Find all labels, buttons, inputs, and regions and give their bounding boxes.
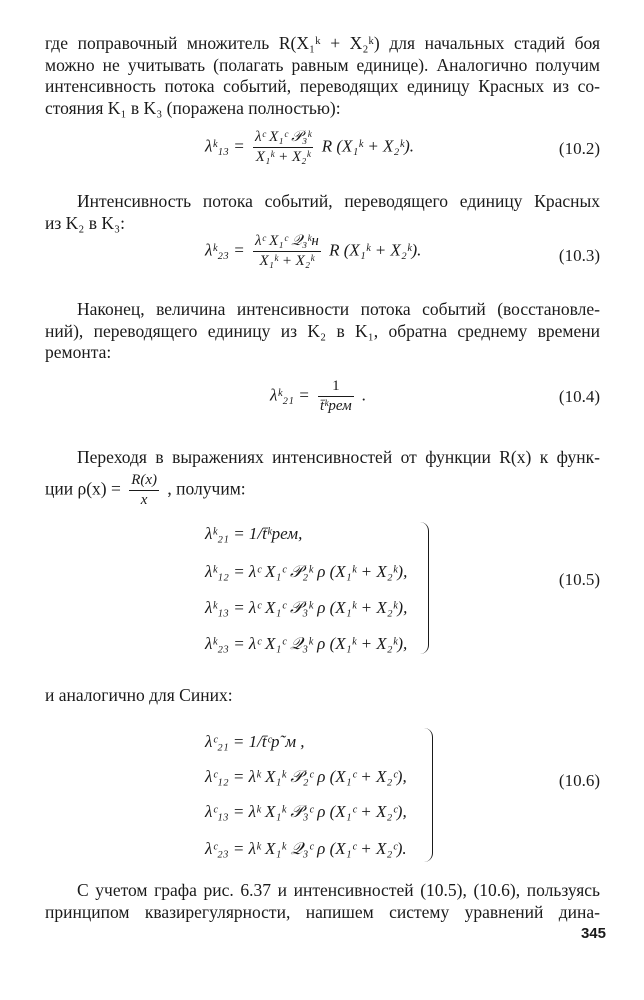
paragraph-5 — [45, 685, 600, 707]
fraction-denominator: X₁ᵏ + X₂ᵏ — [259, 253, 315, 269]
fraction-numerator: λᶜ X₁ᶜ 𝒫₃ᵏ — [253, 128, 314, 148]
text-line: и аналогично для Синих: — [45, 685, 233, 705]
text-line: Интенсивность потока событий, переводящего единицу Красных — [77, 191, 600, 211]
equation-lhs: λᵏ₂₃ = — [205, 240, 245, 260]
text-line: Переходя в выражениях интенсивностей от функции R(x) к функ- — [77, 447, 600, 467]
fraction-denominator: X₁ᵏ + X₂ᵏ — [255, 149, 311, 165]
inline-text: , получим: — [167, 478, 246, 499]
fraction-denominator: t̄ᵏрем — [319, 398, 352, 414]
paragraph-1 — [45, 33, 600, 119]
text-line — [45, 471, 600, 510]
right-brace — [424, 728, 433, 862]
text-line: ний), переводящего единицу из K₂ в K₁, обратна среднему времени — [45, 320, 600, 341]
system-line: λᵏ₁₃ = λᶜ X₁ᶜ 𝒫₃ᵏ ρ (X₁ᵏ + X₂ᵏ), — [205, 598, 408, 617]
system-line: λᶜ₁₂ = λᵏ X₁ᵏ 𝒫₂ᶜ ρ (X₁ᶜ + X₂ᶜ), — [205, 767, 407, 786]
text-line: интенсивность потока событий, переводящих единицу Красных из со- — [45, 76, 600, 96]
fraction-numerator: λᶜ X₁ᶜ 𝒬₃ᵏн — [253, 232, 321, 252]
paragraph-4 — [45, 447, 600, 510]
fraction-denominator: x — [140, 491, 148, 508]
equation-lhs: λᵏ₁₃ = — [205, 136, 245, 156]
inline-text: ции ρ(x) = — [45, 478, 121, 499]
equation-number: (10.6) — [558, 771, 600, 790]
equation-rest: R (X₁ᵏ + X₂ᵏ). — [321, 136, 415, 156]
page-number: 345 — [580, 925, 606, 942]
system-line: λᶜ₂₃ = λᵏ X₁ᵏ 𝒬₃ᶜ ρ (X₁ᶜ + X₂ᶜ). — [205, 839, 407, 858]
system-line: λᵏ₁₂ = λᶜ X₁ᶜ 𝒫₂ᵏ ρ (X₁ᵏ + X₂ᵏ), — [205, 562, 408, 581]
paragraph-6 — [45, 880, 600, 923]
text-line: из K₂ в K₃: — [45, 212, 126, 233]
text-line: стояния K₁ в K₃ (поражена полностью): — [45, 97, 341, 118]
equation-lhs: λᵏ₂₁ = — [270, 385, 310, 405]
equation-10-3 — [205, 232, 421, 271]
system-line: λᵏ₂₁ = 1/t̄ᵏрем, — [205, 524, 303, 543]
equation-fraction — [318, 377, 354, 416]
right-brace — [420, 522, 429, 654]
system-line: λᶜ₂₁ = 1/t̄ᶜр˜м , — [205, 732, 305, 751]
equation-fraction — [253, 232, 321, 271]
inline-fraction — [129, 471, 159, 510]
text-line: Наконец, величина интенсивности потока событий (восстановле- — [77, 299, 600, 319]
text-line: С учетом графа рис. 6.37 и интенсивностей (10.5), (10.6), пользуясь — [77, 880, 600, 900]
text-line: где поправочный множитель R(X₁ᵏ + X₂ᵏ) для начальных стадий боя — [45, 33, 600, 53]
equation-number: (10.4) — [558, 387, 600, 406]
fraction-numerator: R(x) — [129, 471, 159, 491]
text-line: принципом квазирегулярности, напишем систему уравнений дина- — [45, 901, 600, 922]
equation-rest: R (X₁ᵏ + X₂ᵏ). — [329, 240, 422, 260]
equation-fraction — [253, 128, 314, 167]
text-line: можно не учитывать (полагать равным единице). Аналогично получим — [45, 54, 600, 75]
equation-number: (10.5) — [558, 570, 600, 589]
equation-10-2 — [205, 128, 414, 167]
equation-number: (10.2) — [558, 139, 600, 158]
equation-rest: . — [361, 385, 367, 405]
system-line: λᵏ₂₃ = λᶜ X₁ᶜ 𝒬₃ᵏ ρ (X₁ᵏ + X₂ᵏ), — [205, 634, 408, 653]
paragraph-3 — [45, 299, 600, 364]
fraction-numerator: 1 — [318, 377, 354, 397]
system-line: λᶜ₁₃ = λᵏ X₁ᵏ 𝒫₃ᶜ ρ (X₁ᶜ + X₂ᶜ), — [205, 802, 407, 821]
equation-number: (10.3) — [558, 246, 600, 265]
equation-10-4 — [270, 377, 366, 416]
paragraph-2 — [45, 191, 600, 234]
text-line: ремонта: — [45, 342, 112, 362]
